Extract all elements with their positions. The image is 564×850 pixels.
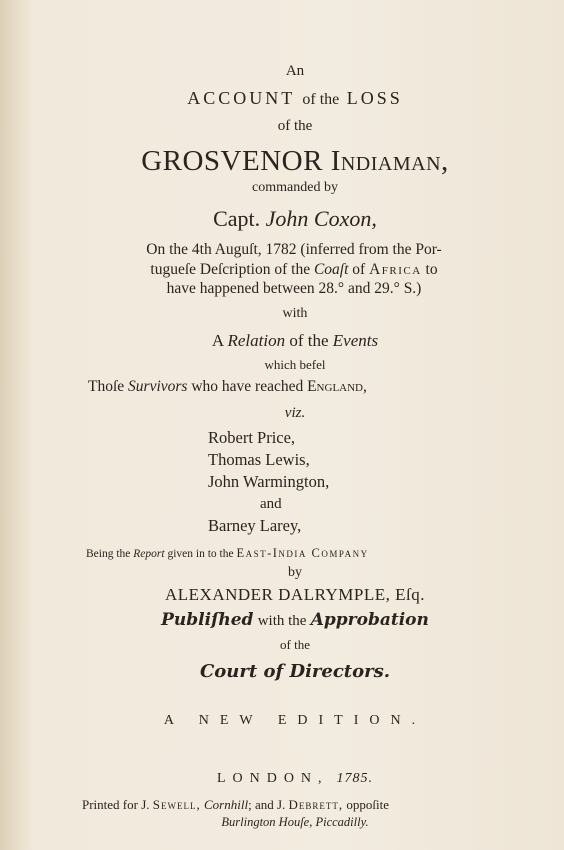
court-of-directors-line: Court of Directors. <box>199 660 391 682</box>
captain-rank: Capt. <box>213 206 261 231</box>
paragraph-line-1: On the 4th Auguſt, 1782 (inferred from the Por- <box>146 241 442 258</box>
survivors-word: Survivors <box>128 377 188 395</box>
paragraph-text-c: to <box>421 260 438 278</box>
with-line: with <box>282 305 308 321</box>
title-content <box>82 62 500 830</box>
burlington-line: Burlington Houſe, Piccadilly. <box>221 814 369 829</box>
printed-and: ; and J. <box>248 796 289 812</box>
paragraph-text-a: tugueſe Deſcription of the <box>150 260 314 278</box>
imprint-year: 1785. <box>336 770 374 786</box>
report-word: Report <box>133 547 165 560</box>
report-line <box>86 545 506 562</box>
account-word: ACCOUNT <box>187 88 295 108</box>
name-john-warmington: John Warmington, <box>208 471 330 491</box>
captain-name: John Coxon, <box>265 206 377 231</box>
of-the-word: of the <box>302 91 340 108</box>
paragraph-text-b: of <box>348 260 370 278</box>
events-word: Events <box>332 330 379 350</box>
coast-word: Coaſt <box>313 260 349 278</box>
by-line: by <box>288 564 302 580</box>
paragraph-line-3: have happened between 28.° and 29.° S.) <box>166 280 422 297</box>
approbation-word: Approbation <box>310 609 429 630</box>
printed-for-line <box>82 797 512 813</box>
published-word: Publiſhed <box>161 609 254 630</box>
of-the-line-2: of the <box>280 636 310 652</box>
paragraph-line-2 <box>86 260 502 280</box>
relation-of-the: of the <box>289 330 329 350</box>
sewell-name: Sewell, <box>152 796 201 812</box>
ship-name-line <box>90 144 500 178</box>
viz-line: viz. <box>284 404 306 421</box>
debrett-name: Debrett, <box>288 796 344 812</box>
england-word: England, <box>307 377 367 395</box>
cornhill-word: Cornhill <box>204 796 249 812</box>
ship-name: GROSVENOR <box>141 145 323 177</box>
commanded-by-line: commanded by <box>252 180 338 195</box>
survivors-line <box>88 377 504 397</box>
ship-type: Indiaman, <box>330 145 449 177</box>
edition-line: A NEW EDITION. <box>163 712 427 728</box>
captain-line <box>90 205 500 233</box>
page-gutter <box>0 0 34 850</box>
name-barney-larey: Barney Larey, <box>208 515 302 535</box>
given-in-to-the: given in to the <box>167 547 234 560</box>
relation-line <box>90 330 500 352</box>
name-thomas-lewis: Thomas Lewis, <box>208 449 310 469</box>
account-line <box>90 86 500 112</box>
africa-word: Africa <box>369 260 422 278</box>
opposite-word: oppoſite <box>343 796 390 812</box>
survivor-names <box>208 427 500 537</box>
imprint-city-line <box>90 769 500 789</box>
an-line: An <box>285 63 305 79</box>
those-word: Thoſe <box>88 377 125 395</box>
who-have-reached: who have reached <box>191 377 304 395</box>
being-the: Being the <box>86 547 131 560</box>
imprint-city: LONDON, <box>216 770 329 786</box>
relation-word: Relation <box>227 330 286 350</box>
author-line: ALEXANDER DALRYMPLE, Eſq. <box>165 584 425 604</box>
relation-a: A <box>211 330 224 350</box>
loss-word: LOSS <box>346 88 403 108</box>
of-the-line: of the <box>277 118 313 134</box>
which-befel-line: which befel <box>264 356 326 372</box>
names-and: and <box>260 495 282 512</box>
company-word: East-India Company <box>236 545 369 560</box>
printed-for: Printed for J. <box>82 796 153 812</box>
name-robert-price: Robert Price, <box>208 427 296 447</box>
published-line <box>90 609 500 632</box>
with-the: with the <box>257 612 307 629</box>
date-paragraph <box>86 240 502 299</box>
